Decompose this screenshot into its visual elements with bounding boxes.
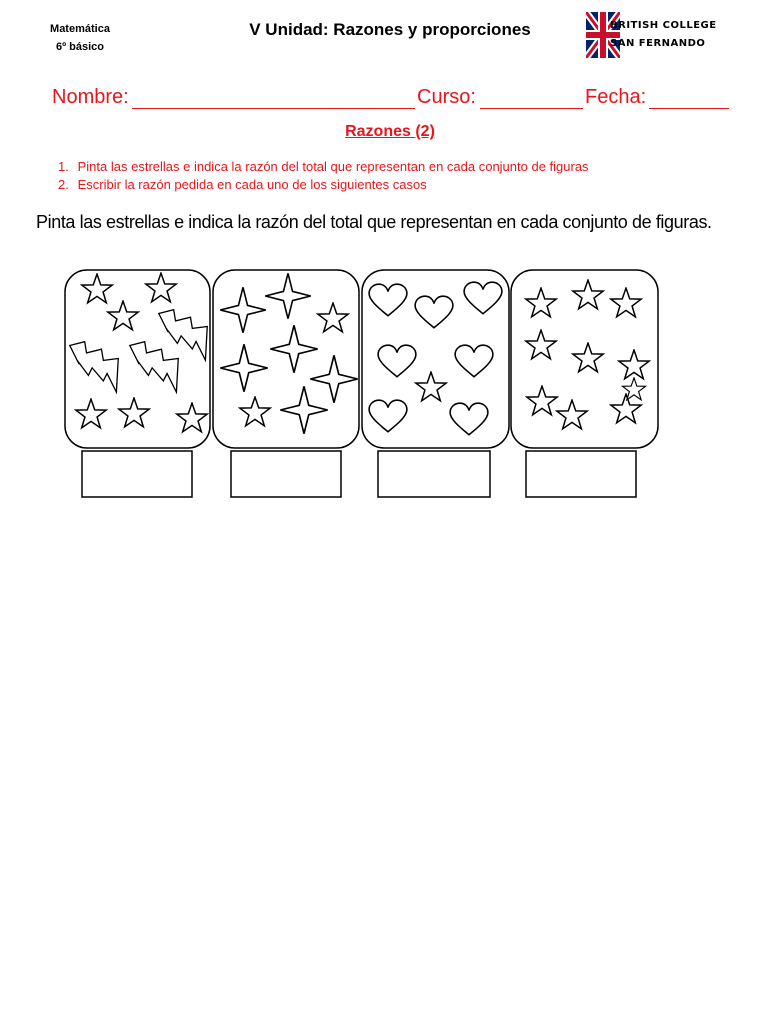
answer-box-3[interactable] [378, 451, 490, 497]
heart-icon [369, 284, 407, 316]
figure-set-frame [65, 270, 210, 448]
star-icon [573, 343, 603, 372]
four-point-star-icon [265, 273, 310, 318]
star-icon [611, 288, 641, 317]
instruction-text: Escribir la razón pedida en cada uno de los siguientes casos [77, 177, 427, 192]
star-icon [557, 400, 587, 429]
four-point-star-icon [270, 325, 317, 372]
section-title: Razones (2) [345, 123, 435, 140]
logo-line-2: SAN FERNANDO [610, 38, 706, 49]
instruction-text: Pinta las estrellas e indica la razón del total que representan en cada conjunto de figuras [77, 159, 589, 174]
star-icon [611, 394, 641, 423]
figure-set-frame [213, 270, 359, 448]
answer-box-1[interactable] [82, 451, 192, 497]
lightning-icon [130, 342, 179, 392]
figure-set-1 [65, 270, 210, 497]
instruction-number: 2. [58, 177, 69, 192]
heart-icon [378, 345, 416, 377]
star-icon [526, 288, 556, 317]
heart-icon [455, 345, 493, 377]
unit-title: V Unidad: Razones y proporciones [249, 20, 531, 39]
date-label: Fecha: [585, 86, 647, 108]
answer-box-2[interactable] [231, 451, 341, 497]
star-icon [573, 280, 603, 309]
star-icon [619, 350, 649, 379]
exercise-prompt: Pinta las estrellas e indica la razón del total que representan en cada conjunto de figuras. [36, 212, 712, 232]
course-label: Curso: [417, 86, 476, 108]
star-icon [119, 398, 149, 427]
star-icon [177, 403, 207, 432]
star-icon [76, 399, 106, 428]
four-point-star-icon [310, 355, 357, 402]
logo-line-1: BRITISH COLLEGE [610, 20, 717, 31]
four-point-star-icon [220, 344, 267, 391]
figure-set-3 [362, 270, 509, 497]
star-icon [82, 274, 112, 303]
star-icon [527, 386, 557, 415]
four-point-star-icon [280, 386, 327, 433]
star-icon [318, 303, 348, 332]
figure-set-frame [511, 270, 658, 448]
four-point-star-icon [220, 287, 265, 332]
star-icon [416, 372, 446, 401]
figure-set-frame [362, 270, 509, 448]
heart-icon [450, 403, 488, 435]
heart-icon [464, 282, 502, 314]
star-icon [108, 301, 138, 330]
lightning-icon [159, 310, 208, 360]
star-icon [240, 397, 270, 426]
lightning-icon [70, 342, 119, 392]
star-icon [526, 330, 556, 359]
heart-icon [369, 400, 407, 432]
instruction-number: 1. [58, 159, 69, 174]
grade-level: 6º básico [55, 41, 105, 53]
star-icon [146, 273, 176, 302]
figure-set-2 [213, 270, 359, 497]
heart-icon [415, 296, 453, 328]
subject-name: Matemática [50, 23, 110, 35]
name-label: Nombre: [52, 86, 129, 108]
answer-box-4[interactable] [526, 451, 636, 497]
figure-set-4 [511, 270, 658, 497]
